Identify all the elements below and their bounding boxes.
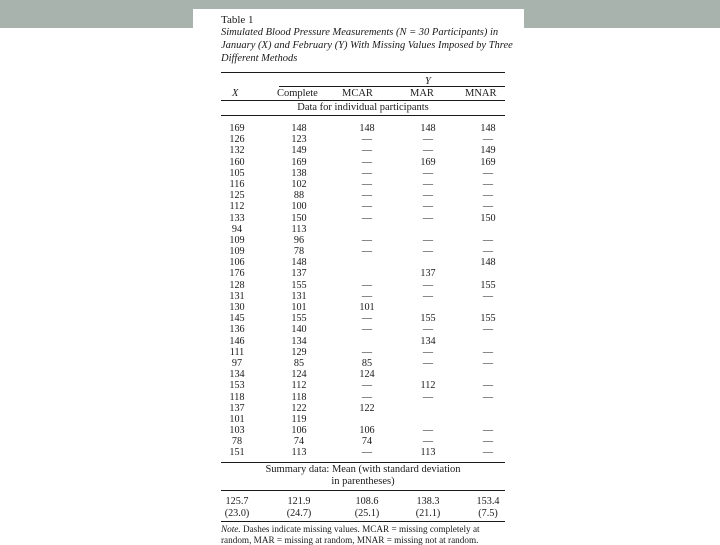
cell-mcar: — xyxy=(361,156,373,168)
cell-mnar: — xyxy=(482,178,494,190)
table-row xyxy=(221,235,505,246)
cell-complete: 131 xyxy=(291,290,307,302)
cell-mar: — xyxy=(422,290,434,302)
cell-complete: 148 xyxy=(291,257,307,269)
y-span-rule xyxy=(279,86,505,87)
cell-complete: 169 xyxy=(291,156,307,168)
cell-complete: 100 xyxy=(291,201,307,213)
table-row xyxy=(221,224,505,235)
cell-mnar: 148 xyxy=(480,123,496,134)
cell-complete: 150 xyxy=(291,212,307,224)
cell-mcar: — xyxy=(361,145,373,157)
table-row xyxy=(221,201,505,212)
cell-complete: 124 xyxy=(291,369,307,381)
cell-complete: 149 xyxy=(291,145,307,157)
table-row xyxy=(221,157,505,168)
cell-complete: 88 xyxy=(293,190,305,202)
cell-mar: — xyxy=(422,134,434,146)
cell-mcar: 85 xyxy=(361,357,373,369)
cell-complete: 78 xyxy=(293,246,305,258)
cell-mar: — xyxy=(422,145,434,157)
cell-complete: 138 xyxy=(291,167,307,179)
cell-mar: — xyxy=(422,425,434,437)
table-row xyxy=(221,213,505,224)
cell-mar: — xyxy=(422,167,434,179)
sd-mar: (21.1) xyxy=(415,508,441,519)
cell-mcar: — xyxy=(361,234,373,246)
table-row xyxy=(221,414,505,425)
cell-mar: — xyxy=(422,279,434,291)
cell-mnar: — xyxy=(482,391,494,403)
cell-x: 125 xyxy=(229,190,245,202)
cell-complete: 148 xyxy=(291,123,307,134)
cell-complete: 122 xyxy=(291,402,307,414)
cell-mnar: — xyxy=(482,201,494,213)
cell-x: 109 xyxy=(229,246,245,258)
cell-x: 145 xyxy=(229,313,245,325)
cell-mnar: — xyxy=(482,167,494,179)
cell-mcar: — xyxy=(361,346,373,358)
cell-x: 169 xyxy=(229,123,245,134)
cell-complete: 140 xyxy=(291,324,307,336)
cell-mnar: — xyxy=(482,447,494,459)
cell-mar: — xyxy=(422,234,434,246)
mean-mnar: 153.4 xyxy=(476,496,500,507)
cell-x: 126 xyxy=(229,134,245,146)
table-row xyxy=(221,145,505,156)
cell-x: 137 xyxy=(229,402,245,414)
table-row xyxy=(221,246,505,257)
table-row xyxy=(221,179,505,190)
cell-x: 153 xyxy=(229,380,245,392)
cell-mar: — xyxy=(422,436,434,448)
cell-mnar: — xyxy=(482,134,494,146)
cell-mcar: 101 xyxy=(359,302,375,313)
table-row xyxy=(221,380,505,391)
table-row xyxy=(221,336,505,347)
cell-complete: 112 xyxy=(291,380,307,392)
cell-complete: 113 xyxy=(291,223,307,235)
cell-mcar: — xyxy=(361,313,373,325)
sd-mcar: (25.1) xyxy=(354,508,380,519)
cell-complete: 113 xyxy=(291,447,307,459)
table-row xyxy=(221,403,505,414)
cell-x: 134 xyxy=(229,369,245,381)
header-mnar: MNAR xyxy=(465,88,497,99)
cell-mcar: — xyxy=(361,212,373,224)
cell-mar: — xyxy=(422,190,434,202)
table-row xyxy=(221,190,505,201)
cell-x: 109 xyxy=(229,234,245,246)
cell-complete: 74 xyxy=(293,436,305,448)
table-row xyxy=(221,302,505,313)
cell-mnar: — xyxy=(482,380,494,392)
cell-mcar: — xyxy=(361,178,373,190)
table-row xyxy=(221,347,505,358)
cell-x: 94 xyxy=(231,223,243,235)
cell-mar: 137 xyxy=(420,268,436,280)
cell-mcar: 106 xyxy=(359,425,375,437)
mean-complete: 121.9 xyxy=(287,496,311,507)
cell-x: 116 xyxy=(229,178,245,190)
table-row xyxy=(221,425,505,436)
mean-mar: 138.3 xyxy=(416,496,440,507)
cell-mcar: 124 xyxy=(359,369,375,381)
cell-x: 128 xyxy=(229,279,245,291)
header-mar: MAR xyxy=(410,88,434,99)
top-rule xyxy=(221,72,505,73)
cell-complete: 155 xyxy=(291,279,307,291)
cell-complete: 155 xyxy=(291,313,307,325)
cell-mcar: — xyxy=(361,246,373,258)
cell-mnar: 155 xyxy=(480,279,496,291)
x-variable-label: X xyxy=(232,88,239,99)
header-rule xyxy=(221,100,505,101)
sd-mnar: (7.5) xyxy=(478,508,498,519)
cell-mcar: — xyxy=(361,380,373,392)
cell-mnar: — xyxy=(482,290,494,302)
cell-mnar: 155 xyxy=(480,313,496,325)
table-note xyxy=(221,524,511,545)
cell-mar: — xyxy=(422,324,434,336)
table-row xyxy=(221,268,505,279)
cell-mar: — xyxy=(422,212,434,224)
cell-complete: 129 xyxy=(291,346,307,358)
cell-mnar: — xyxy=(482,425,494,437)
cell-mcar: — xyxy=(361,134,373,146)
cell-mnar: — xyxy=(482,357,494,369)
cell-mar: — xyxy=(422,357,434,369)
cell-mcar: — xyxy=(361,324,373,336)
cell-mnar: — xyxy=(482,246,494,258)
data-rows xyxy=(221,123,505,459)
cell-x: 103 xyxy=(229,425,245,437)
cell-mar: 112 xyxy=(420,380,436,392)
cell-x: 111 xyxy=(229,346,245,358)
cell-mcar: — xyxy=(361,391,373,403)
cell-mar: — xyxy=(422,391,434,403)
table-row xyxy=(221,392,505,403)
note-label: Note. xyxy=(221,524,241,534)
cell-mar: 155 xyxy=(420,313,436,325)
cell-mar: — xyxy=(422,246,434,258)
cell-mnar: — xyxy=(482,190,494,202)
cell-x: 176 xyxy=(229,268,245,280)
cell-x: 101 xyxy=(229,413,245,425)
cell-mar: — xyxy=(422,178,434,190)
cell-x: 151 xyxy=(229,447,245,459)
cell-mcar: — xyxy=(361,201,373,213)
summary-rule xyxy=(221,490,505,491)
cell-x: 97 xyxy=(231,357,243,369)
cell-complete: 137 xyxy=(291,268,307,280)
cell-mnar: — xyxy=(482,436,494,448)
cell-mcar: — xyxy=(361,279,373,291)
cell-mcar: 122 xyxy=(359,402,375,414)
sd-complete: (24.7) xyxy=(286,508,312,519)
table-row xyxy=(221,369,505,380)
cell-complete: 119 xyxy=(291,413,307,425)
cell-mnar: 148 xyxy=(480,257,496,269)
section-summary-line1: Summary data: Mean (with standard deviation xyxy=(265,464,461,475)
summary-top-rule xyxy=(221,462,505,463)
cell-mcar: 148 xyxy=(359,123,375,134)
y-variable-label: Y xyxy=(425,76,431,87)
section-individual: Data for individual participants xyxy=(297,102,429,113)
cell-mar: — xyxy=(422,346,434,358)
cell-complete: 123 xyxy=(291,134,307,146)
cell-complete: 118 xyxy=(291,391,307,403)
bottom-rule xyxy=(221,521,505,522)
table-page xyxy=(193,9,524,545)
cell-mnar: — xyxy=(482,346,494,358)
mean-x: 125.7 xyxy=(225,496,249,507)
table-row xyxy=(221,324,505,335)
cell-mcar: 74 xyxy=(361,436,373,448)
cell-x: 131 xyxy=(229,290,245,302)
cell-x: 112 xyxy=(229,201,245,213)
section-rule xyxy=(221,115,505,116)
table-row xyxy=(221,436,505,447)
cell-mar: 113 xyxy=(420,447,436,459)
cell-mcar: — xyxy=(361,167,373,179)
cell-mar: — xyxy=(422,201,434,213)
table-title: Simulated Blood Pressure Measurements (N = 30 Participants) in January (X) and February (Y) With Missing Values Imposed by Three Different Methods xyxy=(221,27,513,64)
cell-mnar: — xyxy=(482,234,494,246)
means-row xyxy=(221,496,505,507)
cell-complete: 85 xyxy=(293,357,305,369)
table-row xyxy=(221,257,505,268)
cell-x: 105 xyxy=(229,167,245,179)
cell-x: 160 xyxy=(229,156,245,168)
mean-mcar: 108.6 xyxy=(355,496,379,507)
cell-mar: 148 xyxy=(420,123,436,134)
cell-mnar: — xyxy=(482,324,494,336)
cell-mnar: 169 xyxy=(480,156,496,168)
cell-x: 106 xyxy=(229,257,245,269)
cell-complete: 101 xyxy=(291,302,307,313)
cell-complete: 134 xyxy=(291,335,307,347)
section-summary-line2: in parentheses) xyxy=(331,476,395,487)
note-text: Dashes indicate missing values. MCAR = missing completely at random, MAR = missing at random, MNAR = missing not at random. xyxy=(221,524,480,545)
cell-mnar: 150 xyxy=(480,212,496,224)
cell-mcar: — xyxy=(361,190,373,202)
table-row xyxy=(221,168,505,179)
cell-mcar: — xyxy=(361,290,373,302)
table-row xyxy=(221,280,505,291)
cell-x: 146 xyxy=(229,335,245,347)
cell-x: 136 xyxy=(229,324,245,336)
cell-mnar: 149 xyxy=(480,145,496,157)
header-complete: Complete xyxy=(277,88,318,99)
table-row xyxy=(221,358,505,369)
cell-complete: 102 xyxy=(291,178,307,190)
sd-x: (23.0) xyxy=(224,508,250,519)
table-row xyxy=(221,291,505,302)
table-row xyxy=(221,447,505,458)
cell-x: 118 xyxy=(229,391,245,403)
cell-mcar: — xyxy=(361,447,373,459)
cell-x: 132 xyxy=(229,145,245,157)
cell-mar: 169 xyxy=(420,156,436,168)
sd-row xyxy=(221,508,505,519)
table-row xyxy=(221,134,505,145)
header-mcar: MCAR xyxy=(342,88,373,99)
table-row xyxy=(221,313,505,324)
cell-mar: 134 xyxy=(420,335,436,347)
cell-complete: 106 xyxy=(291,425,307,437)
cell-x: 130 xyxy=(229,302,245,313)
cell-complete: 96 xyxy=(293,234,305,246)
cell-x: 133 xyxy=(229,212,245,224)
table-number: Table 1 xyxy=(221,14,254,26)
table-row xyxy=(221,123,505,134)
cell-x: 78 xyxy=(231,436,243,448)
